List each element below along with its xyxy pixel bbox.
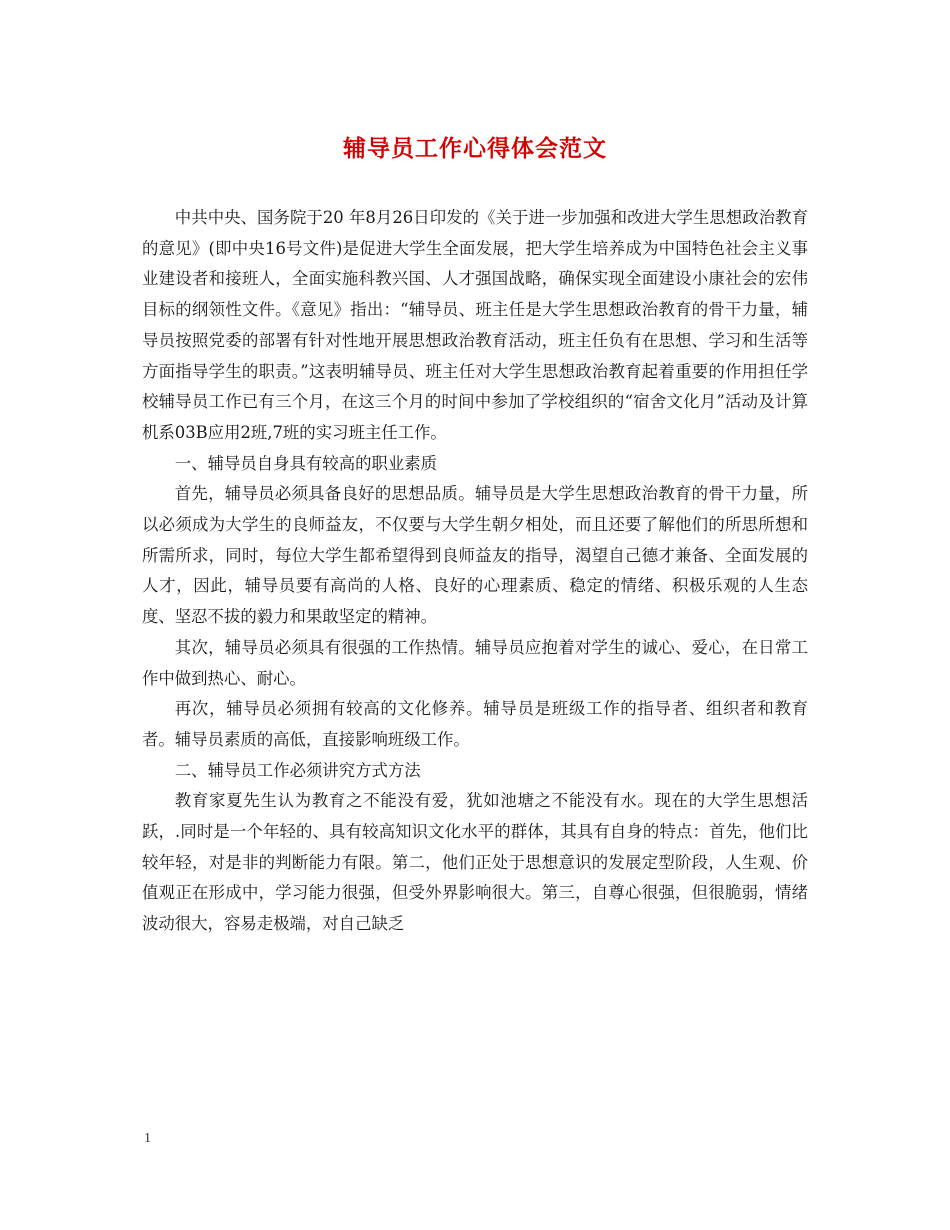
paragraph-first: 首先，辅导员必须具备良好的思想品质。辅导员是大学生思想政治教育的骨干力量，所以必须成为大学生的良师益友，不仅要与大学生朝夕相处，而且还要了解他们的所思所想和所需所求，同时，每位大学生都希望得到良师益友的指导，渴望自己德才兼备、全面发展的人才，因此，辅导员要有高尚的人格、良好的心理素质、稳定的情绪、积极乐观的人生态度、坚忍不拔的毅力和果敢坚定的精神。 — [142, 484, 808, 627]
section-heading-1: 一、辅导员自身具有较高的职业素质 — [174, 453, 438, 473]
document-title: 辅导员工作心得体会范文 — [343, 135, 607, 162]
page-number: 1 — [144, 1131, 151, 1146]
paragraph-education: 教育家夏先生认为教育之不能没有爱，犹如池塘之不能没有水。现在的大学生思想活跃，.同时是一个年轻的、具有较高知识文化水平的群体，其具有自身的特点：首先，他们比较年轻，对是非的判断能力有限。第二，他们正处于思想意识的发展定型阶段，人生观、价值观正在形成中，学习能力很强，但受外界影响很大。第三，自尊心很强，但很脆弱，情绪波动很大，容易走极端，对自己缺乏 — [142, 791, 808, 934]
section-heading-2: 二、辅导员工作必须讲究方式方法 — [174, 760, 421, 780]
document-body — [142, 203, 808, 940]
paragraph-intro: 中共中央、国务院于20 年8月26日印发的《关于进一步加强和改进大学生思想政治教育的意见》(即中央16号文件)是促进大学生全面发展，把大学生培养成为中国特色社会主义事业建设者和接班人，全面实施科教兴国、人才强国战略，确保实现全面建设小康社会的宏伟目标的纲领性文件。《意见》指出：“辅导员、班主任是大学生思想政治教育的骨干力量，辅导员按照党委的部署有针对性地开展思想政治教育活动，班主任负有在思想、学习和生活等方面指导学生的职责。”这表明辅导员、班主任对大学生思想政治教育起着重要的作用担任学校辅导员工作已有三个月，在这三个月的时间中参加了学校组织的“宿舍文化月”活动及计算机系03B应用2班,7班的实习班主任工作。 — [142, 208, 808, 442]
paragraph-third: 再次，辅导员必须拥有较高的文化修养。辅导员是班级工作的指导者、组织者和教育者。辅导员素质的高低，直接影响班级工作。 — [142, 699, 808, 749]
paragraph-second: 其次，辅导员必须具有很强的工作热情。辅导员应抱着对学生的诚心、爱心，在日常工作中做到热心、耐心。 — [142, 637, 808, 688]
